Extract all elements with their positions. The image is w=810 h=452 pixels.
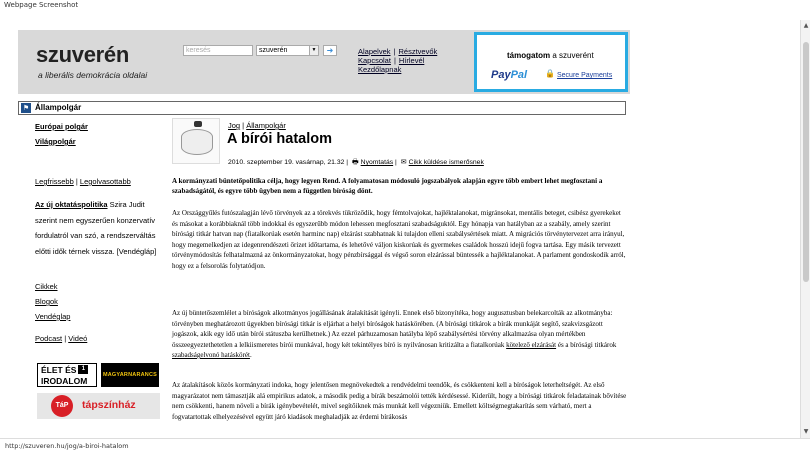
paypal-pay: Pay <box>491 69 511 81</box>
print-link[interactable]: Nyomtatás <box>360 159 394 166</box>
support-bold: támogatom <box>507 51 551 60</box>
support-text <box>507 51 594 60</box>
article-lead: A kormányzati büntetőpolitika célja, hogy legyen Rend. A folyamatosan módosuló jogszabályok alapján egyre több embert lehet megfosztani a szabadságától, és egyre több ügyben nem a független bíróság dönt. <box>172 177 603 195</box>
p2-link-hataskor[interactable]: szabadságelvonó hatáskörét <box>172 351 250 359</box>
category-label[interactable]: Állampolgár <box>35 103 82 112</box>
scrollbar-thumb[interactable] <box>803 42 809 282</box>
sidebar-tabs <box>35 177 131 186</box>
separator: | <box>73 177 80 186</box>
scroll-down-icon[interactable]: ▼ <box>803 428 809 435</box>
p2-text-a: Az új büntetőszemlélet a bíróságok alkotmányos jogállásának átalakítását igényli. Ennek első bizonyítéka, hogy augusztusban belekarcolták az alkotmányba: törvényben meghatározott ügyekben bírósági titkár is eljárhat a helyi bíróságok hatáskörében. (A bírósági titkárok a bírák munkáját segítő, szakvizsgázott jogászok, akik egy idő után bírói státuszba kerülhetnek.) Az ezzel párhuzamosan hatályba lépő szabálysértési törvény alkalmazása olyan mértékben összeegyeztethetetlen a lelkiismeretes bírói munkával, hogy két tekintélyes bíró is nyilvánosan kritizálta a fiatalkorúak <box>172 309 613 349</box>
elet-es-irodalom-banner[interactable] <box>37 363 97 387</box>
separator: | <box>395 159 397 166</box>
elet-line2: IRODALOM <box>41 376 88 386</box>
separator: | <box>393 47 396 56</box>
status-bar: http://szuveren.hu/jog/a-biroi-hatalom <box>0 438 810 452</box>
site-tagline: a liberális demokrácia oldalai <box>38 70 148 80</box>
paypal-pal: Pal <box>510 69 528 81</box>
sidebar-link-legfrissebb[interactable]: Legfrissebb <box>35 177 74 186</box>
sidebar-link-podcast[interactable]: Podcast <box>35 334 63 343</box>
elet-mark: 1 <box>78 365 88 374</box>
thumbnail-head <box>194 121 202 127</box>
secure-payments-link[interactable]: Secure Payments <box>557 72 613 79</box>
sidebar-feature <box>35 197 160 259</box>
people-icon: ⚑ <box>22 104 30 112</box>
top-links <box>358 47 468 74</box>
sidebar-link-europai[interactable]: Európai polgár <box>35 122 88 131</box>
sidebar-link-vendeglap[interactable]: Vendéglap <box>35 312 71 321</box>
sidebar-link-blogok[interactable]: Blogok <box>35 297 58 306</box>
link-kezdolapnak[interactable]: Kezdőlapnak <box>358 65 402 74</box>
article-paragraph-1: Az Országgyűlés futószalagján lévő törvények az a törekvés tükröződik, hogy fémtolvajokat, hajléktalanokat, migránsokat, mentális beteget, csibész gyerekeket és másokat a korábbiaknál több indokkal és egyszerűbb módon lehessen megfosztani szabadságuktól. Egy hónapja van hatályban az a szabály, amely szerint bírósági titkár hatvan nap (fiatalkorúak esetén harminc nap) elzárást szabhatnak ki tulajdon elleni szabálysértések miatt. A migrációs törvénytervezet arra irányul, hogy megemelkedjen az idegenrendészeti őrizet időtartama, és lehetővé váljon kiskorúak és gyermekes családok hosszú idejű fogva tartása. Egy másik tervezett törvénymódosítás felhatalmazná az önkormányzatokat, hogy pénzbírsággal és végső soron elzárással büntessék a hajléktalanokat. A parlament gondoskodik arról, hogy ez a felsorolás folytatódjon. <box>172 209 626 270</box>
sidebar-media <box>35 334 87 343</box>
link-alapelvek[interactable]: Alapelvek <box>358 47 391 56</box>
search-scope-value: szuverén <box>259 47 288 54</box>
separator: | <box>62 334 69 343</box>
p2-text-b: és a bírósági titkárok <box>556 340 617 349</box>
arrow-right-icon[interactable]: ➜ <box>323 45 337 56</box>
window-caption: Webpage Screenshot <box>4 1 79 9</box>
support-box <box>474 32 628 92</box>
category-bar <box>18 101 626 115</box>
breadcrumb: Jog | Állampolgár <box>228 121 286 130</box>
vertical-scrollbar[interactable] <box>800 20 810 438</box>
sidebar-link-cikkek[interactable]: Cikkek <box>35 282 58 291</box>
tap-logo-circle: TáP <box>51 395 73 417</box>
lock-icon: 🔒 <box>545 69 555 78</box>
article-thumbnail <box>172 118 220 164</box>
paypal-logo[interactable] <box>491 69 527 81</box>
support-rest: a szuverént <box>550 51 594 60</box>
article-paragraph-3: Az átalakítások közös kormányzati indoka, hogy jelentősen megnövekedtek a rendvédelmi teendők, és csökkenteni kell a bíróságok leterheltségét. Az első magyarázatot nem támasztják alá empirikus adatok, a második pedig a bírák beszámolói tették kérdésessé. Kiderült, hogy a bírósági titkárok feladatainak bővítése nem csökkenti, hanem növeli a bírák igénybevételét, mivel segítőiknek más munkát kell végezniük. Emellett költségmegtakarítás sem várható, mert a fogvatartottak elhelyezésével együtt járó kiadások meghaladják az érdemi bírákosás <box>172 381 627 421</box>
printer-icon: 🖶 <box>352 159 359 166</box>
magyar-narancs-banner[interactable]: MAGYARNARANCS <box>101 363 159 387</box>
p2-link-elzaras[interactable]: kötelező elzárását <box>506 340 557 349</box>
article-paragraph-2 <box>172 308 627 361</box>
article-date: 2010. szeptember 19. vasárnap, 21.32 <box>228 159 345 166</box>
separator: | <box>393 56 396 65</box>
scroll-up-icon[interactable]: ▲ <box>803 22 809 29</box>
link-resztvevok[interactable]: Résztvevők <box>398 47 438 56</box>
sidebar-link-legolvasottabb[interactable]: Legolvasottabb <box>79 177 131 186</box>
tap-word: tápszínház <box>82 399 136 411</box>
crumb-jog[interactable]: Jog <box>228 121 241 130</box>
crumb-allampolgar[interactable]: Állampolgár <box>246 121 286 130</box>
article-meta <box>228 158 484 169</box>
separator: | <box>346 159 349 166</box>
sidebar-feature-title[interactable]: Az új oktatáspolitika <box>35 200 108 209</box>
sidebar-link-vilag[interactable]: Világpolgár <box>35 137 76 146</box>
search-scope-select[interactable] <box>256 45 319 56</box>
chevron-down-icon[interactable]: ▼ <box>309 46 318 55</box>
sidebar-feature-text: Szira Judit szerint nem egyszerűen konzervatív fordulatról van szó, a rendszerváltás előtti idők térnek vissza. [Vendégláp] <box>35 200 157 256</box>
envelope-icon: ✉ <box>400 159 407 166</box>
article-title: A bírói hatalom <box>227 131 332 147</box>
elet-line1: ÉLET ÉS <box>41 365 77 375</box>
link-hirlevel[interactable]: Hírlevél <box>398 56 425 65</box>
sidebar-link-video[interactable]: Videó <box>68 334 88 343</box>
search-input[interactable]: keresés <box>183 45 253 56</box>
tapszinhaz-banner[interactable] <box>37 393 160 419</box>
send-link[interactable]: Cikk küldése ismerősnek <box>408 159 484 166</box>
link-kapcsolat[interactable]: Kapcsolat <box>358 56 391 65</box>
thumbnail-table <box>181 129 213 155</box>
p2-text-c: . <box>249 351 252 359</box>
site-logo[interactable]: szuverén <box>36 42 129 67</box>
